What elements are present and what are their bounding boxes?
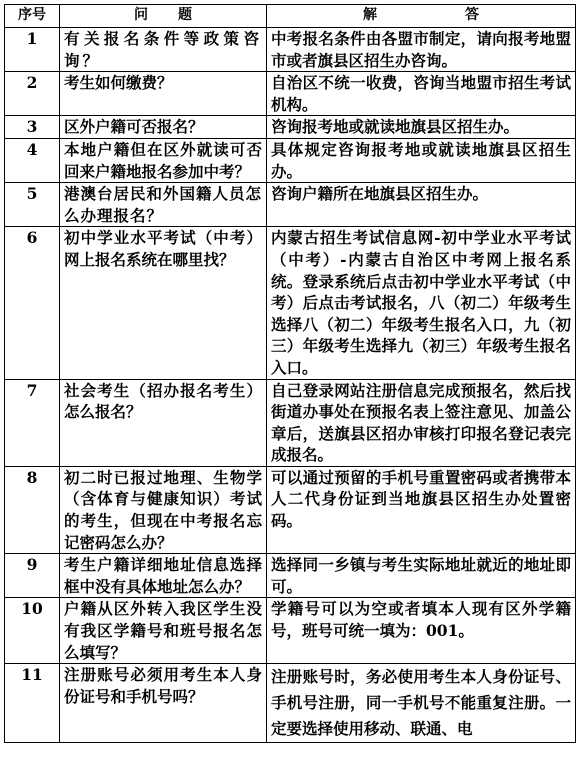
row-answer: 自治区不统一收费，咨询当地盟市招生考试机构。 (267, 72, 576, 116)
row-number: 4 (5, 138, 60, 182)
row-number: 9 (5, 554, 60, 598)
row-question: 考生如何缴费？ (60, 72, 267, 116)
row-question: 社会考生（招办报名考生）怎么报名？ (60, 379, 267, 466)
faq-table (4, 4, 576, 743)
table-row (5, 183, 576, 227)
header-num: 序号 (5, 5, 60, 28)
row-question: 本地户籍但在区外就读可否回来户籍地报名参加中考？ (60, 138, 267, 182)
table-row (5, 664, 576, 743)
row-answer: 内蒙古招生考试信息网-初中学业水平考试（中考）-内蒙古自治区中考网上报名系统。登录系统后点击初中学业水平考试（中考）后点击考试报名，八（初二）年级考生选择八（初二）年级考生报名入口，九（初三）年级考生选择九（初三）年级考生报名入口。 (267, 227, 576, 379)
table-header (5, 5, 576, 28)
row-number: 11 (5, 664, 60, 743)
row-question: 注册账号必须用考生本人身份证号和手机号吗？ (60, 664, 267, 743)
table-row (5, 28, 576, 72)
table-body (5, 28, 576, 743)
header-answer-char-2: 答 (465, 7, 479, 24)
row-question: 户籍从区外转入我区学生没有我区学籍号和班号报名怎么填写？ (60, 598, 267, 664)
row-answer: 中考报名条件由各盟市制定，请向报考地盟市或者旗县区招生办咨询。 (267, 28, 576, 72)
table-row (5, 466, 576, 553)
header-row (5, 5, 576, 28)
header-question-char-2: 题 (178, 7, 192, 24)
row-number: 5 (5, 183, 60, 227)
row-answer: 学籍号可以为空或者填本人现有区外学籍号，班号可统一填为：001。 (267, 598, 576, 664)
row-question: 区外户籍可否报名？ (60, 116, 267, 139)
header-answer-char-1: 解 (363, 7, 377, 24)
table-row (5, 379, 576, 466)
row-number: 2 (5, 72, 60, 116)
table-row (5, 598, 576, 664)
row-number: 10 (5, 598, 60, 664)
row-question: 初二时已报过地理、生物学（含体育与健康知识）考试的考生，但现在中考报名忘记密码怎么办？ (60, 466, 267, 553)
table-row (5, 72, 576, 116)
row-question: 港澳台居民和外国籍人员怎么办理报名？ (60, 183, 267, 227)
table-row (5, 227, 576, 379)
row-question: 有关报名条件等政策咨询？ (60, 28, 267, 72)
header-question (60, 5, 267, 28)
row-answer: 咨询报考地或就读地旗县区招生办。 (267, 116, 576, 139)
row-answer: 选择同一乡镇与考生实际地址就近的地址即可。 (267, 554, 576, 598)
row-answer: 具体规定咨询报考地或就读地旗县区招生办。 (267, 138, 576, 182)
row-number: 6 (5, 227, 60, 379)
header-question-char-1: 问 (134, 7, 148, 24)
row-question: 考生户籍详细地址信息选择框中没有具体地址怎么办？ (60, 554, 267, 598)
row-number: 8 (5, 466, 60, 553)
row-answer: 可以通过预留的手机号重置密码或者携带本人二代身份证到当地旗县区招生办处置密码。 (267, 466, 576, 553)
table-row (5, 138, 576, 182)
row-answer: 注册账号时，务必使用考生本人身份证号、手机号注册，同一手机号不能重复注册。一定要选择使用移动、联通、电 (267, 664, 576, 743)
table-row (5, 554, 576, 598)
row-number: 3 (5, 116, 60, 139)
row-answer: 自己登录网站注册信息完成预报名，然后找街道办事处在预报名表上签注意见、加盖公章后，送旗县区招办审核打印报名登记表完成报名。 (267, 379, 576, 466)
row-question: 初中学业水平考试（中考）网上报名系统在哪里找？ (60, 227, 267, 379)
row-answer: 咨询户籍所在地旗县区招生办。 (267, 183, 576, 227)
table-row (5, 116, 576, 139)
row-number: 1 (5, 28, 60, 72)
header-answer (267, 5, 576, 28)
row-number: 7 (5, 379, 60, 466)
